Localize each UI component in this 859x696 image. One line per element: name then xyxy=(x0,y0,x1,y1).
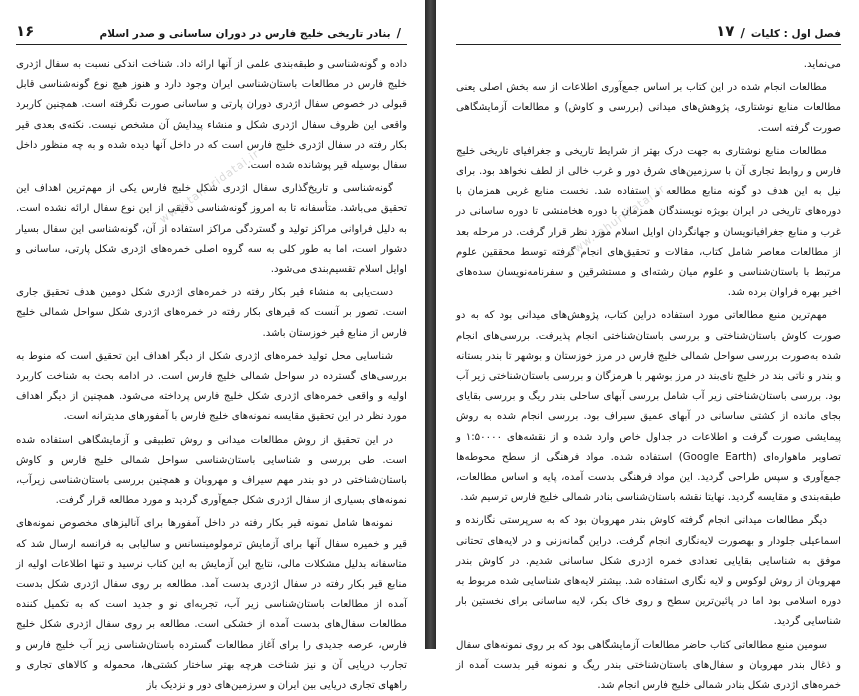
left-page-header xyxy=(16,20,407,45)
left-paragraph-2: گونه‌شناسی و تاریخ‌گذاری سفال اژدری شکل خلیج فارس یکی از مهم‌ترین اهداف این تحقیق می‌باشد. متأسفانه تا به امروز گونه‌شناسی دقیقی از این نوع سفال ارائه نشده است. به دلیل فراوانی مراکز تولید و گستردگی مراکز استفاده از آن، گونه‌شناسی این سفال بسیار دشوار است، اما به طور کلی به سه گروه اصلی خمره‌های اژدری شکل پارتی، ساسانی و اوایل اسلام تقسیم‌بندی می‌شود. xyxy=(16,183,407,276)
right-paragraph-5: دیگر مطالعات میدانی انجام گرفته کاوش بندر مهروبان بود که به سرپرستی نگارنده و اسماعیلی جلودار و بهصورت لایه‌نگاری انجام گرفت. دراین گمانه‌زنی و در لایه‌های تحتانی موفق به شناسایی بقایایی تعدادی خمره اژدری شکل ساسانی شدیم. در کاوش بندر مهروبان از روش لوکوس و لایه نگاری استفاده شد. بیشتر لایه‌های شناسایی شده مربوط به دوره اسلامی بود اما در پائین‌ترین سطح و روی خاک بکر، لایه ساسانی برای نخستین بار شناسایی گردید. xyxy=(456,515,841,628)
right-paragraph-6: سومین منبع مطالعاتی کتاب حاضر مطالعات آزمایشگاهی بود که بر روی نمونه‌های سفال و ذغال بندر مهروبان و سفال‌های باستان‌شناختی بندر ریگ و نمونه قیر بدست آمده از خمره‌های اژدری شکل بنادر شمالی خلیج فارس انجام شد. xyxy=(456,639,841,692)
right-page xyxy=(436,0,859,692)
left-paragraph-5: در این تحقیق از روش مطالعات میدانی و روش تطبیقی و آزمایشگاهی استفاده شده است. طی بررسی و شناسایی باستان‌شناسی سواحل شمالی خلیج فارس و کاوش باستان‌شناختی در دو بندر مهم سیراف و مهروبان و همچنین بررسی باستان‌شناسی زیرآب، نمونه‌های بسیاری از سفال اژدری شکل جمع‌آوری گردید و مورد مطالعه قرار گرفت. xyxy=(16,434,407,507)
left-running-head-group xyxy=(100,26,407,40)
right-running-head-group xyxy=(716,22,841,40)
right-header-separator: / xyxy=(740,26,745,40)
right-page-header xyxy=(456,20,841,45)
left-page xyxy=(0,0,425,692)
left-paragraph-6: نمونه‌ها شامل نمونه قیر بکار رفته در داخل آمفورها برای آنالیزهای مخصوص نمونه‌های قیر و خمیره سفال آنها برای آزمایش ترمولومینسانس و سالیابی به فرانسه ارسال شد که متاسفانه بدلیل مشکلات مالی، نتایج این آزمایش به این کتاب نرسید و تنها اطلاعات اولیه از منابع قیر بکار رفته در سفال اژدری بدست آمد. مطالعه بر روی سفال اژدری شکل بدست آمده از مطالعات باستان‌شناسی زیر آب، تجربه‌ای نو و جدید است که به تکمیل کننده مطالعات سفال‌های بدست آمده از خشکی است. مطالعه بر روی سفال اژدری شکل خلیج فارس، عرصه جدیدی را برای آغاز مطالعات گسترده باستان‌شناسی زیر آب خلیج فارس و تجارب دریایی آن و نیز شناخت هرچه بهتر ساختار کشتی‌ها، محموله و کالاهای تجاری و راههای تجاری دریایی بین ایران و سرزمین‌های دور و نزدیک باز xyxy=(16,518,407,692)
left-header-separator: / xyxy=(396,26,401,40)
right-paragraph-3: مطالعات منابع نوشتاری به جهت درک بهتر از شرایط تاریخی و جغرافیای تاریخی خلیج فارس و روابط تجاری آن با سرزمین‌های شرق دور و غرب خالی از لطف نخواهد بود. برای نیل به این هدف دو گونه منابع مطالعه و استفاده شد. نخست منابع غربی همزمان با دوره‌های تاریخی در ایران بویژه نویسندگان همزمان با دوره هخامنشی تا دوره ساسانی در غرب و منابع جغرافیانویسان و جهانگردان اوایل اسلام مورد نظر قرار گرفت. در مرحله بعد از مطالعات معاصر شامل کتاب، مقالات و تحقیق‌های انجام گرفته توسط محققین علوم مرتبط با باستان‌شناسی و علوم میان رشته‌ای و مستشرقین و سفرنامه‌نویسان سده‌های اخیر بهره فراوان برده شد. xyxy=(456,145,841,299)
book-gutter xyxy=(425,0,436,649)
left-paragraph-1: داده و گونه‌شناسی و طبقه‌بندی علمی از آنها ارائه داد. شناخت اندکی نسبت به سفال اژدری خلیج فارس در مطالعات باستان‌شناسی ایران وجود دارد و هنوز هیچ نوع گونه‌شناسی قابل قبولی در خصوص سفال اژدری دوران پارتی و ساسانی صورت نگرفته است. همچنین کاربرد واقعی این ظروف سفال اژدری شکل و منشاء پیدایش آن مشخص نیست. نکته‌ی بعدی قیر بکار رفته در سفال اژدری خلیج فارس است که در داخل آنها دیده شده و به چه منظور داخل سفال بوسیله قیر پوشانده شده است. xyxy=(16,59,407,172)
right-body-text xyxy=(456,55,841,696)
right-running-head: فصل اول : کلیات xyxy=(750,28,841,40)
right-watermark: www.tahuridatai.ir xyxy=(563,182,668,261)
right-paragraph-4: مهم‌ترین منبع مطالعاتی مورد استفاده دراین کتاب، پژوهش‌های میدانی بود که به دو صورت کاوش باستان‌شناختی و بررسی باستان‌شناختی انجام پذیرفت. بررسی‌های انجام شده به‌صورت بررسی سواحل شمالی خلیج فارس در مرز خوزستان و بوشهر تا بندر بستانه و بندر و ناتی بند در خلیج نای‌بند در مرز بوشهر با هرمزگان و بررسی باستان‌شناختی زیر آب بود. بررسی باستان‌شناختی زیر آب شامل بررسی آبهای ساحلی بندر ریگ و بررسی بقایای بجای مانده از کشتی ساسانی در آبهای عمیق سیراف بود. بررسی انجام شده به روش پیمایشی صورت گرفت و اطلاعات در جداول خاص وارد شده و از نقشه‌های ۱:۵۰۰۰۰ و تصاویر ماهواره‌ای (Google Earth) استفاده شده. مواد فرهنگی از سطح محوطه‌ها جمع‌آوری و سپس طراحی گردید. این مواد فرهنگی بدست آمده، پایه و اساس مطالعات، طبقه‌بندی و مقایسه گردید. نهایتا نقشه باستان‌شناسی بنادر شمالی خلیج فارس ترسیم شد. xyxy=(456,310,841,504)
left-body-text xyxy=(16,55,407,696)
left-paragraph-4: شناسایی محل تولید خمره‌های اژدری شکل از دیگر اهداف این تحقیق است که منوط به بررسی‌های گسترده در سواحل شمالی خلیج فارس است. در ادامه بحث به شناخت کاربرد اولیه و واقعی خمره‌های اژدری شکل خلیج فارس پرداخته می‌شود. همچنین از دیگر اهداف مورد نظر در این تحقیق مقایسه نمونه‌های خلیج فارس با آمفورهای مدیترانه است. xyxy=(16,350,407,423)
right-paragraph-1: می‌نماید. xyxy=(803,59,841,70)
left-watermark: www.tahuridatai.ir xyxy=(157,147,262,226)
right-page-number: ۱۷ xyxy=(716,22,735,40)
left-page-number: ۱۶ xyxy=(16,22,35,40)
left-paragraph-3: دست‌یابی به منشاء قیر بکار رفته در خمره‌های اژدری شکل دومین هدف تحقیق جاری است. تصور بر آنست که قیرهای بکار رفته در خمره‌های اژدری شکل سواحل شمالی خلیج فارس از منابع قیر خوزستان باشد. xyxy=(16,287,407,339)
right-paragraph-2: مطالعات انجام شده در این کتاب بر اساس جمع‌آوری اطلاعات از سه بخش اصلی یعنی مطالعات منابع نوشتاری، پژوهش‌های میدانی (بررسی و کاوش) و مطالعات آزمایشگاهی صورت گرفته است. xyxy=(456,82,841,134)
left-running-head: بنادر تاریخی خلیج فارس در دوران ساسانی و صدر اسلام xyxy=(99,28,391,40)
